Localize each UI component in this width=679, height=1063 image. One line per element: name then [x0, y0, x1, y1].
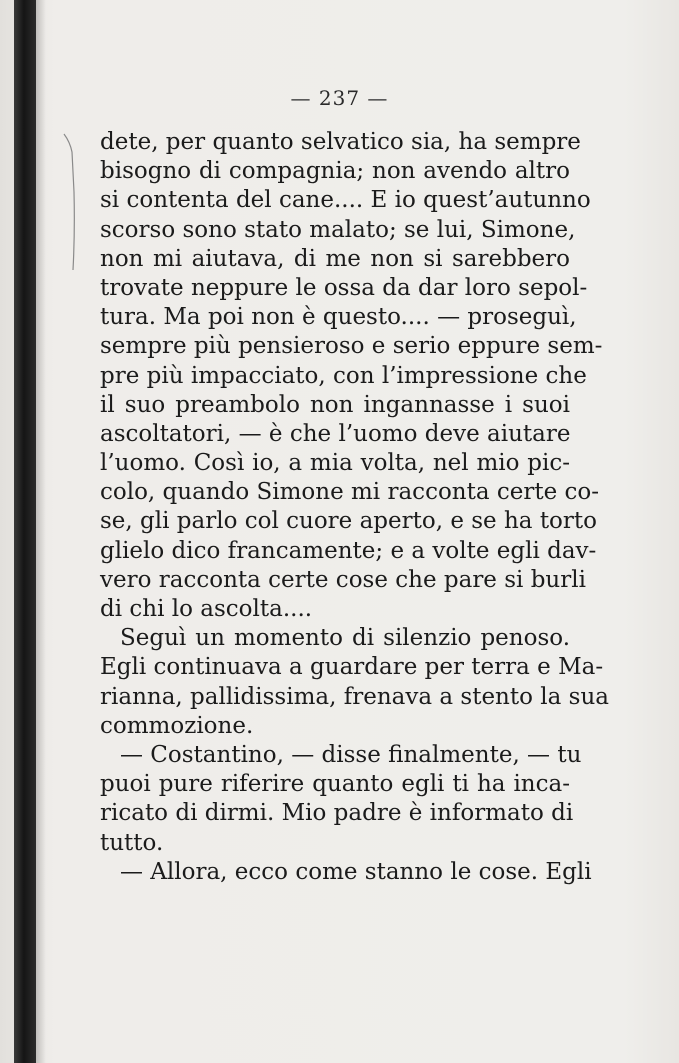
text-line: ascoltatori, — è che l’uomo deve aiutare [100, 420, 571, 447]
text-line: — Costantino, — disse finalmente, — tu [120, 741, 582, 768]
text-line: commozione. [100, 712, 254, 739]
text-line: di chi lo ascolta.... [100, 596, 313, 622]
text-line: il suo preambolo non ingannasse i suoi [100, 391, 570, 418]
book-binding-edge [14, 0, 36, 1063]
text-line: glielo dico francamente; e a volte egli dav- [100, 537, 597, 564]
text-line: trovate neppure le ossa da dar loro sepol- [100, 274, 588, 301]
text-line: l’uomo. Così io, a mia volta, nel mio pic- [100, 450, 570, 477]
text-line: ricato di dirmi. Mio padre è informato di [100, 800, 574, 827]
gutter-shadow [36, 0, 46, 1063]
text-line: pre più impacciato, con l’impressione che [100, 362, 587, 389]
text-line: rianna, pallidissima, frenava a stento la sua [100, 683, 609, 710]
body-text [100, 128, 609, 887]
margin-pencil-mark [60, 132, 80, 272]
text-line: non mi aiutava, di me non si sarebbero [100, 245, 570, 272]
text-line: tura. Ma poi non è questo.... — proseguì, [100, 304, 577, 331]
text-line: Seguì un momento di silenzio penoso. [120, 625, 570, 652]
text-line: puoi pure riferire quanto egli ti ha inca- [100, 771, 570, 798]
text-line: vero racconta certe cose che pare si burli [100, 566, 586, 593]
text-line: sempre più pensieroso e serio eppure sem- [100, 333, 603, 360]
text-line: se, gli parlo col cuore aperto, e se ha torto [100, 508, 597, 535]
text-line: scorso sono stato malato; se lui, Simone, [100, 216, 576, 243]
text-line: tutto. [100, 829, 164, 856]
page-number: — 237 — [290, 86, 389, 110]
text-line: bisogno di compagnia; non avendo altro [100, 158, 570, 185]
text-line: — Allora, ecco come stanno le cose. Egli [120, 858, 592, 885]
text-line: dete, per quanto selvatico sia, ha sempre [100, 129, 581, 155]
text-line: Egli continuava a guardare per terra e Ma- [100, 654, 604, 681]
text-line: si contenta del cane.... E io quest’autunno [100, 187, 591, 214]
text-line: colo, quando Simone mi racconta certe co- [100, 479, 600, 506]
